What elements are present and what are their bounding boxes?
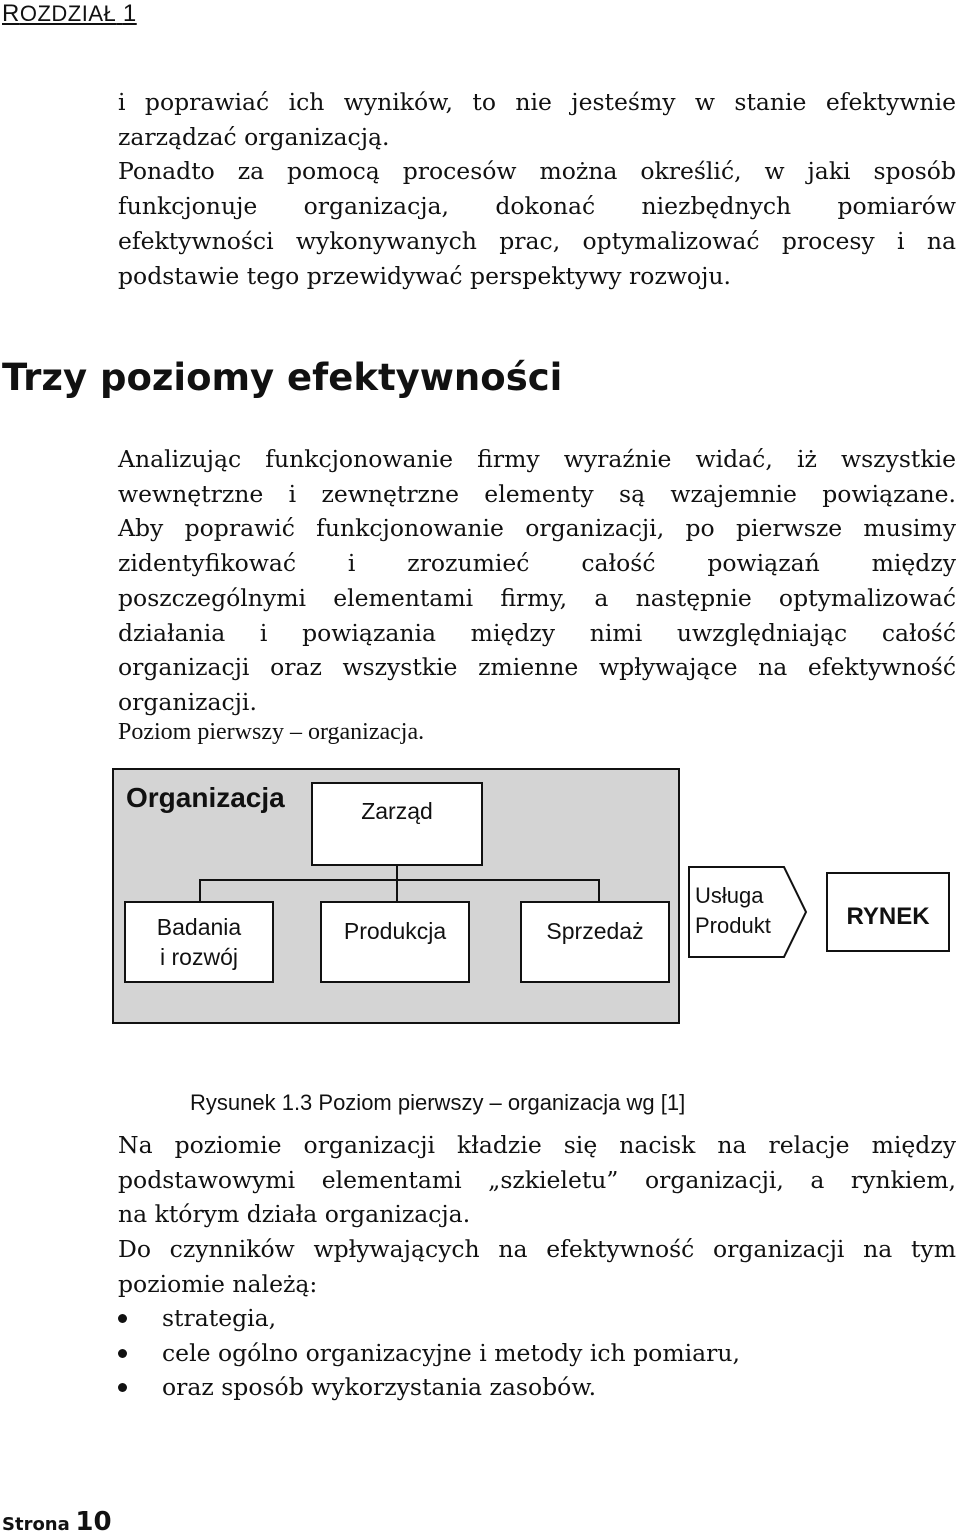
paragraph-analysis (118, 442, 956, 720)
text-line: Ponadto za pomocą procesów można określić, w jaki sposób (118, 157, 956, 186)
box-zarzad: Zarząd (311, 782, 483, 866)
text-line: efektywności wykonywanych prac, optymalizować procesy i na (118, 226, 956, 255)
arrow-label-line: Usługa (695, 883, 764, 908)
text-line: podstawowymi elementami „szkieletu” organizacji, a rynkiem, (118, 1165, 956, 1194)
bullet-icon (118, 1383, 127, 1392)
list-item-text: oraz sposób wykorzystania zasobów. (162, 1373, 597, 1402)
box-sprzedaz: Sprzedaż (520, 901, 670, 983)
text-line: zarządzać organizacją. (118, 122, 390, 151)
box-rynek: RYNEK (826, 872, 950, 952)
page-footer (2, 1507, 112, 1537)
box-badania (124, 901, 274, 983)
footer-label: Strona (2, 1514, 70, 1535)
chapter-header-word: OZDZIAŁ (19, 1, 117, 26)
text-line: wewnętrzne i zewnętrzne elementy są wzajemnie powiązane. (118, 479, 956, 508)
text-line: zidentyfikować i zrozumieć całość powiązań między (118, 549, 956, 578)
list-item-text: strategia, (162, 1304, 277, 1332)
arrow-label-line: Produkt (695, 913, 771, 938)
list-item (118, 1370, 740, 1405)
paragraph-level (118, 1128, 956, 1302)
arrow-label (695, 881, 771, 941)
factor-list (118, 1301, 740, 1405)
diagram-title: Organizacja (126, 782, 285, 813)
text-line: Do czynników wpływających na efektywność organizacji na tym (118, 1235, 956, 1264)
text-line: i poprawiać ich wyników, to nie jesteśmy w stanie efektywnie (118, 88, 956, 116)
page-number: 10 (75, 1507, 112, 1537)
connector-line (598, 879, 600, 901)
bullet-icon (118, 1314, 127, 1323)
chapter-header-initial: R (2, 0, 20, 27)
text-line: funkcjonuje organizacja, dokonać niezbędnych pomiarów (118, 192, 956, 221)
list-item (118, 1336, 740, 1371)
bullet-icon (118, 1349, 127, 1358)
section-heading: Trzy poziomy efektywności (2, 356, 563, 399)
text-line: podstawie tego przewidywać perspektywy rozwoju. (118, 261, 731, 290)
list-item (118, 1301, 740, 1336)
connector-line (396, 879, 398, 901)
paragraph-intro (118, 85, 956, 293)
text-line: poziomie należą: (118, 1269, 318, 1298)
connector-line (199, 879, 599, 881)
text-line: Aby poprawić funkcjonowanie organizacji, po pierwsze musimy (118, 514, 956, 543)
subheading: Poziom pierwszy – organizacja. (118, 719, 425, 745)
connector-line (396, 866, 398, 880)
figure-caption: Rysunek 1.3 Poziom pierwszy – organizacja wg [1] (190, 1090, 686, 1115)
connector-line (199, 879, 201, 901)
text-line: działania i powiązania między nimi uwzględniając całość (118, 618, 956, 647)
text-line: poszczególnymi elementami firmy, a następnie optymalizować (118, 583, 956, 612)
box-label: i rozwój (160, 944, 238, 970)
list-item-text: cele ogólno organizacyjne i metody ich pomiaru, (162, 1338, 740, 1367)
text-line: Analizując funkcjonowanie firmy wyraźnie widać, iż wszystkie (118, 445, 956, 473)
text-line: Na poziomie organizacji kładzie się nacisk na relacje między (118, 1131, 956, 1159)
text-line: na którym działa organizacja. (118, 1200, 471, 1229)
box-produkcja: Produkcja (320, 901, 470, 983)
chapter-header (2, 0, 137, 28)
organization-diagram (112, 768, 680, 1024)
text-line: organizacji oraz wszystkie zmienne wpływające na efektywność (118, 653, 956, 682)
box-label: Badania (156, 914, 242, 940)
chapter-number: 1 (122, 0, 137, 27)
text-line: organizacji. (118, 687, 257, 716)
